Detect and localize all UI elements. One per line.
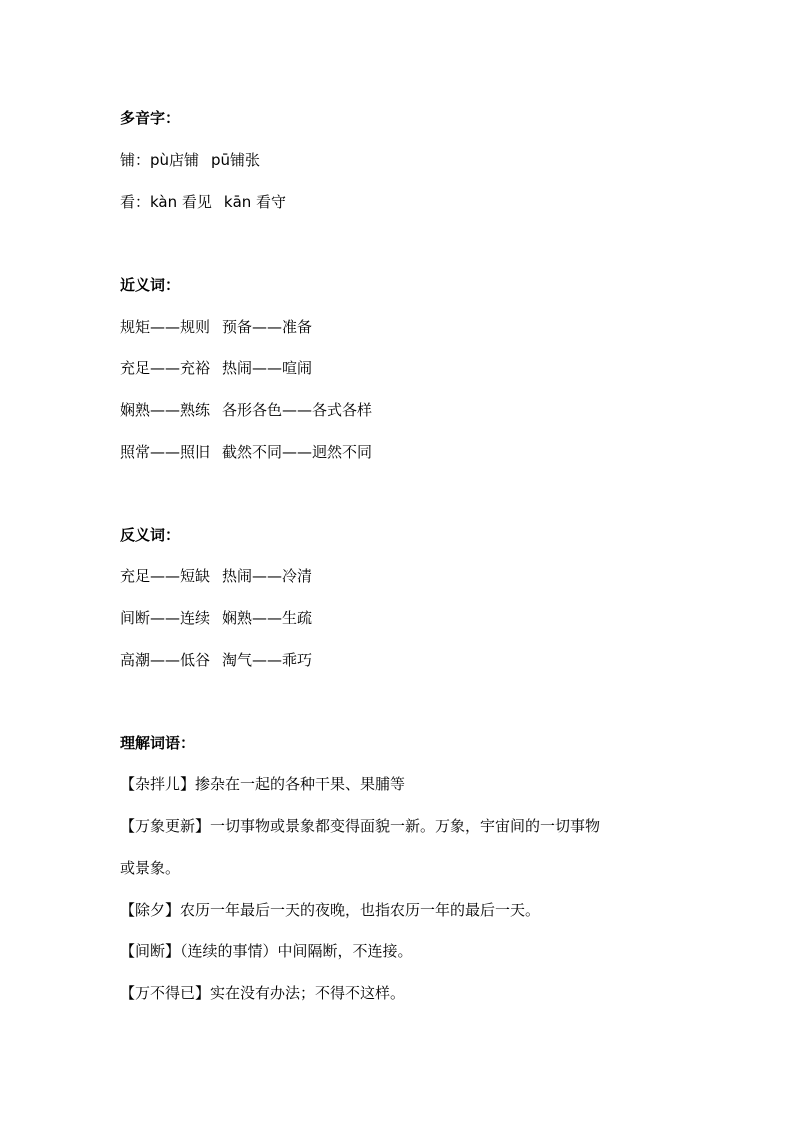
vocab-line: 【间断】（连续的事情）中间隔断，不连接。 — [120, 942, 413, 960]
polyphonic-item: 铺：pù店铺 — [120, 151, 200, 169]
polyphonic-item: pū铺张 — [211, 151, 261, 169]
vocab-line: 【杂拌儿】掺杂在一起的各种干果、果脯等 — [120, 775, 406, 793]
polyphonic-heading: 多音字： — [120, 109, 181, 127]
antonym-pair: 淘气——乖巧 — [222, 651, 313, 669]
synonyms-heading: 近义词： — [120, 276, 181, 294]
synonym-pair: 截然不同——迥然不同 — [222, 443, 373, 461]
synonym-pair: 各形各色——各式各样 — [222, 401, 373, 419]
polyphonic-line-2 — [120, 192, 286, 212]
antonym-pair: 间断——连续 — [120, 609, 211, 627]
antonym-pair: 热闹——冷清 — [222, 567, 313, 585]
antonym-pair: 高潮——低谷 — [120, 651, 211, 669]
antonyms-line-3 — [120, 650, 312, 670]
antonyms-line-2 — [120, 608, 312, 628]
polyphonic-item: kān 看守 — [223, 193, 287, 211]
vocab-line: 【万不得已】实在没有办法；不得不这样。 — [120, 984, 406, 1002]
synonym-pair: 娴熟——熟练 — [120, 401, 211, 419]
synonym-pair: 预备——准备 — [222, 318, 313, 336]
antonym-pair: 充足——短缺 — [120, 567, 211, 585]
synonym-pair: 充足——充裕 — [120, 359, 211, 377]
synonyms-line-2 — [120, 358, 312, 378]
vocab-line: 【除夕】农历一年最后一天的夜晚，也指农历一年的最后一天。 — [120, 901, 541, 919]
synonyms-line-4 — [120, 442, 372, 462]
vocab-heading: 理解词语： — [120, 734, 196, 752]
vocab-line: 或景象。 — [120, 859, 181, 877]
polyphonic-line-1 — [120, 150, 260, 170]
synonym-pair: 热闹——喧闹 — [222, 359, 313, 377]
vocab-line: 【万象更新】一切事物或景象都变得面貌一新。万象，宇宙间的一切事物 — [120, 817, 601, 835]
synonym-pair: 照常——照旧 — [120, 443, 211, 461]
antonyms-line-1 — [120, 566, 312, 586]
synonyms-line-3 — [120, 400, 372, 420]
synonym-pair: 规矩——规则 — [120, 318, 211, 336]
antonym-pair: 娴熟——生疏 — [222, 609, 313, 627]
antonyms-heading: 反义词： — [120, 526, 181, 544]
polyphonic-item: 看：kàn 看见 — [120, 193, 212, 211]
synonyms-line-1 — [120, 317, 312, 337]
